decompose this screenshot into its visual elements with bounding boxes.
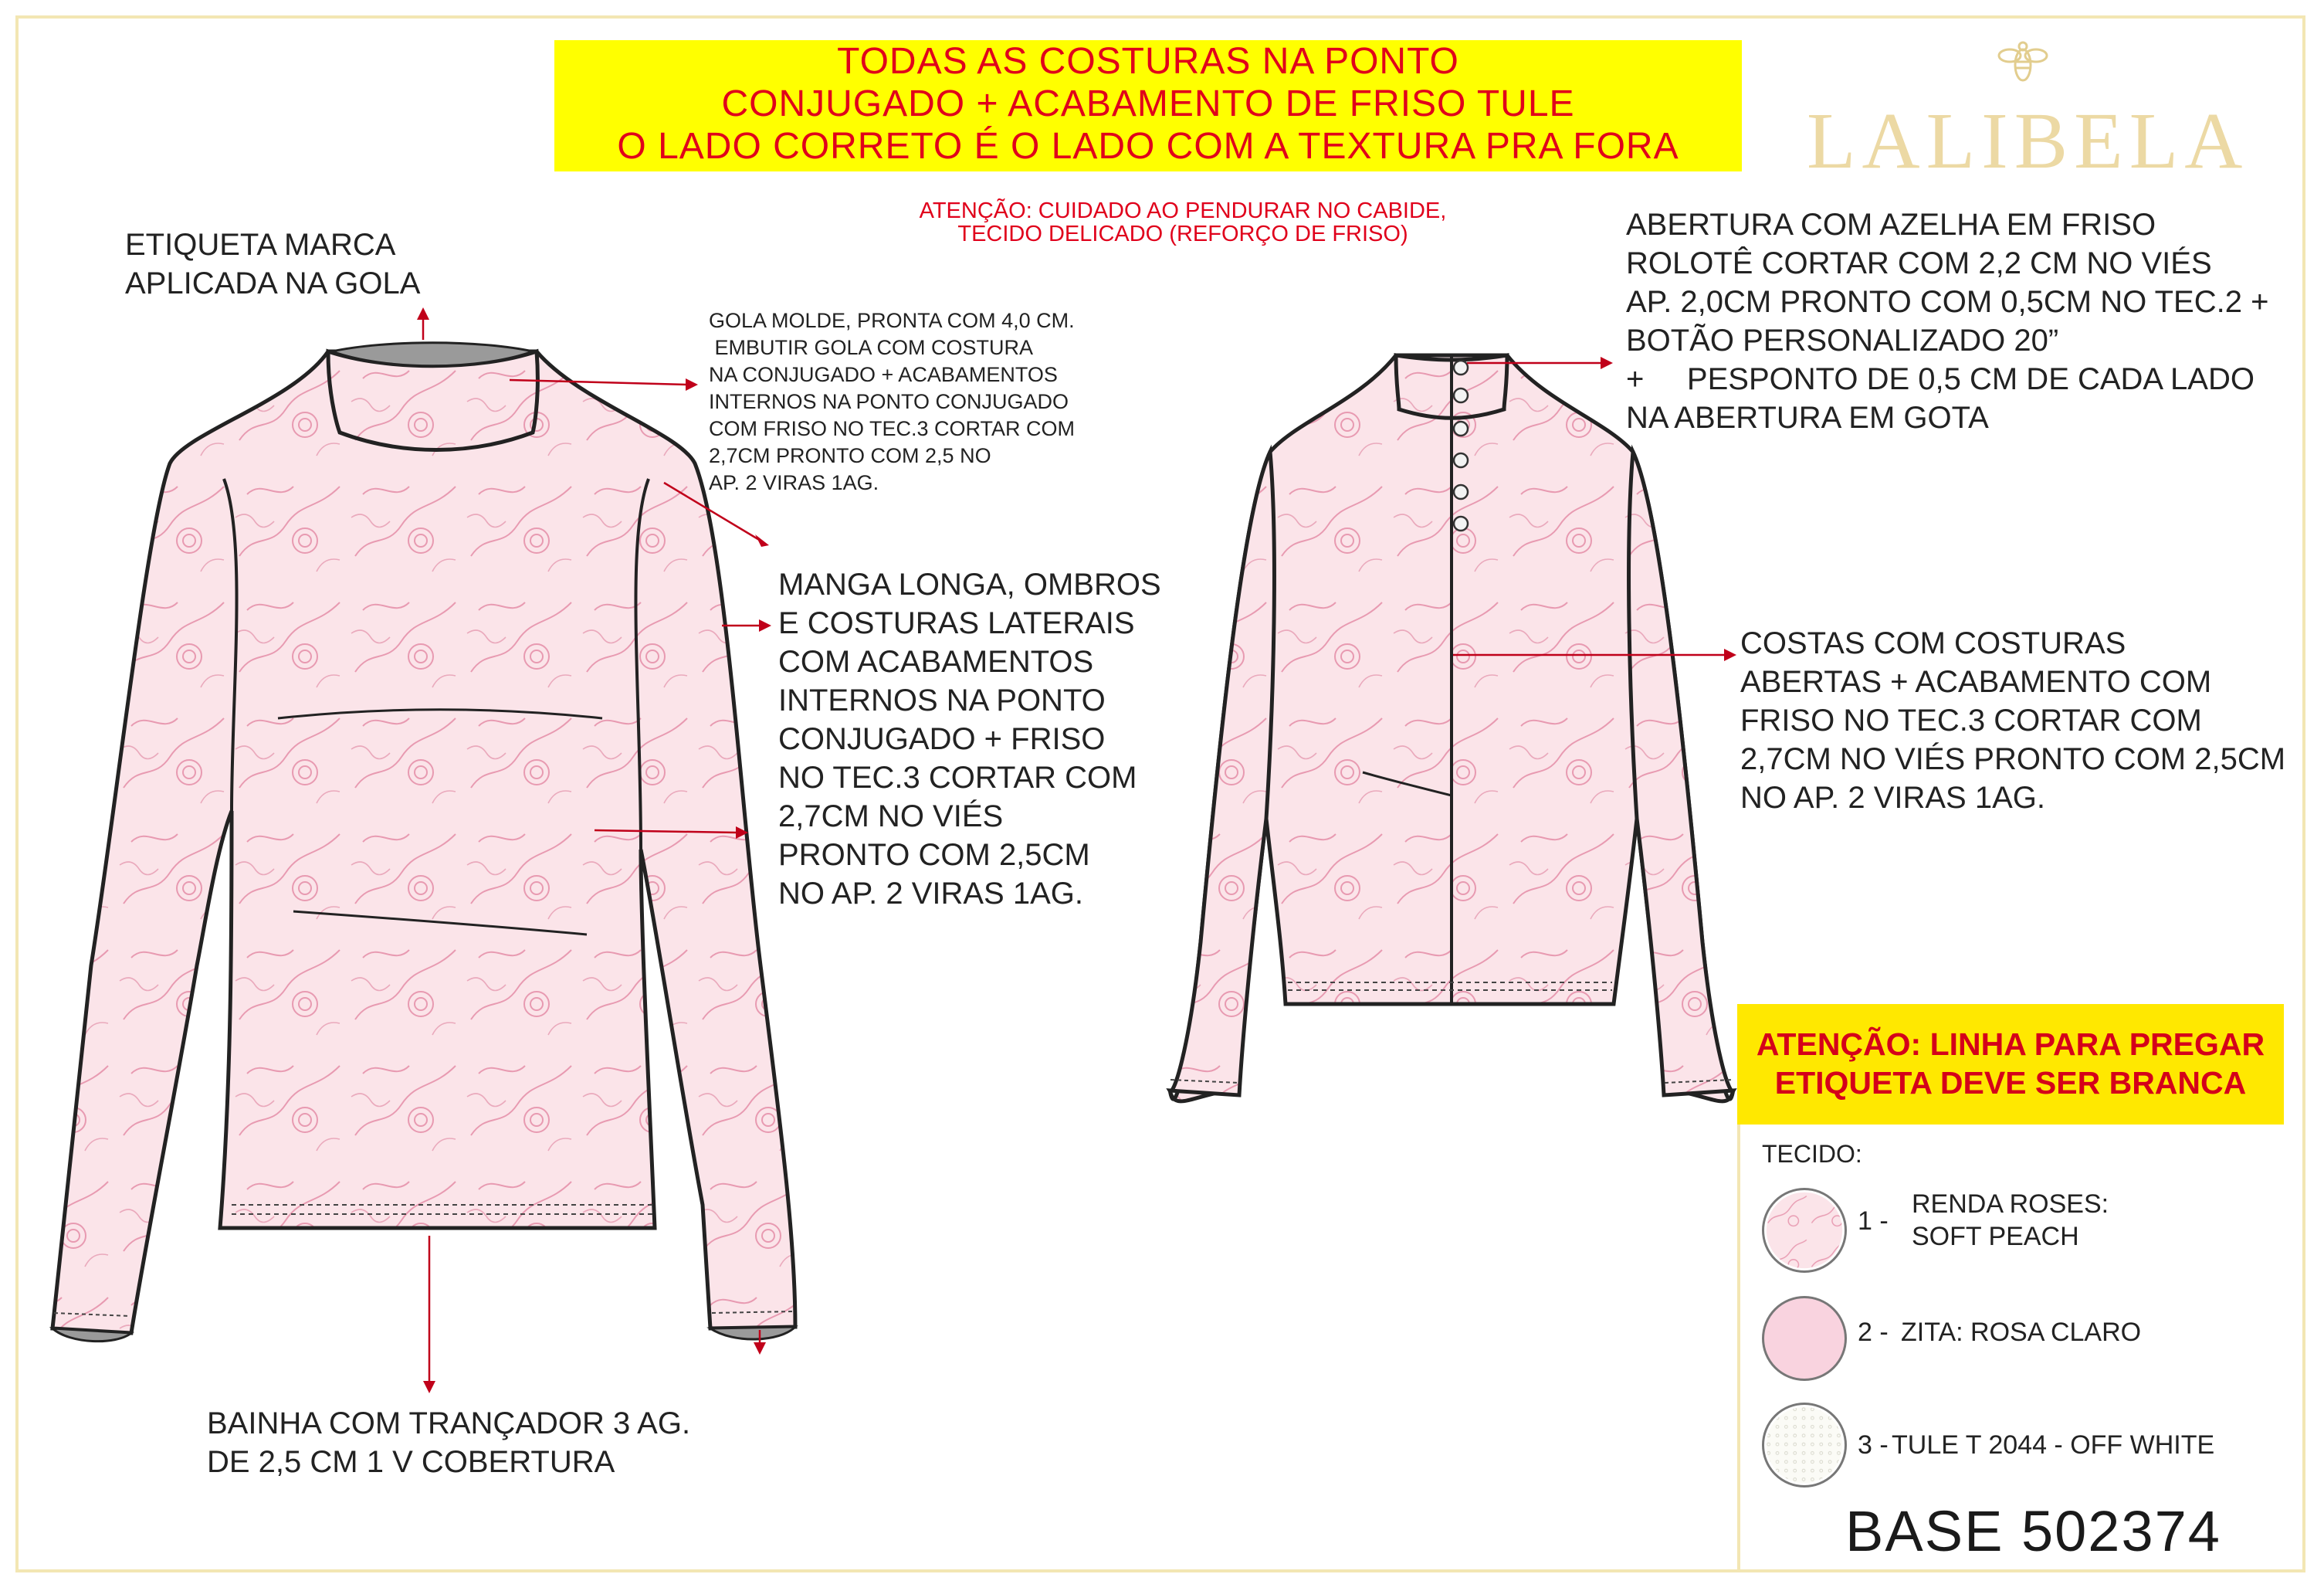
front-body — [53, 351, 795, 1333]
banner-line-2: CONJUGADO + ACABAMENTO DE FRISO TULE — [721, 83, 1575, 124]
fabric-2-index: 2 - — [1858, 1318, 1889, 1347]
brand-name: LALIBELA — [1807, 97, 2249, 185]
fabric-title: TECIDO: — [1762, 1140, 1862, 1168]
hanger-warning-line-2: TECIDO DELICADO (REFORÇO DE FRISO) — [957, 222, 1408, 246]
button-icon — [1454, 517, 1468, 531]
back-view — [1165, 355, 1733, 1160]
fabric-1-label: RENDA ROSES: SOFT PEACH — [1912, 1189, 2109, 1251]
button-icon — [1454, 361, 1468, 375]
opening-note: ABERTURA COM AZELHA EM FRISO ROLOTÊ CORTAR COM 2,2 CM NO VIÉS AP. 2,0CM PRONTO COM 0,5CM NO TEC.2 + BOTÃO PERSONALIZADO 20” + PESPONTO DE 0,5 CM DE CADA LADO NA ABERTURA EM GOTA — [1626, 208, 2269, 435]
back-left-sleeve — [1170, 452, 1274, 1095]
banner-line-3: O LADO CORRETO É O LADO COM A TEXTURA PRA FORA — [617, 126, 1679, 167]
button-icon — [1454, 422, 1468, 436]
attention-box — [1737, 1004, 2284, 1125]
front-right-cuff-opening — [710, 1327, 795, 1339]
button-icon — [1454, 453, 1468, 467]
fabric-1-index: 1 - — [1858, 1206, 1889, 1236]
button-icon — [1454, 485, 1468, 499]
fabric-2-label: ZITA: ROSA CLARO — [1901, 1318, 2142, 1347]
attention-line-1: ATENÇÃO: LINHA PARA PREGAR — [1756, 1026, 2265, 1062]
fabric-swatch-zita — [1762, 1296, 1847, 1381]
back-note: COSTAS COM COSTURAS ABERTAS + ACABAMENTO COM FRISO NO TEC.3 CORTAR COM 2,7CM NO VIÉS PRONTO COM 2,5CM NO AP. 2 VIRAS 1AG. — [1740, 626, 2286, 815]
collar-note: GOLA MOLDE, PRONTA COM 4,0 CM. EMBUTIR GOLA COM COSTURA NA CONJUGADO + ACABAMENTOS INTERNOS NA PONTO CONJUGADO COM FRISO NO TEC.3 CORTAR COM 2,7CM PRONTO COM 2,5 NO AP. 2 VIRAS 1AG. — [709, 309, 1076, 494]
fabric-swatch-lace — [1762, 1188, 1847, 1273]
attention-line-2: ETIQUETA DEVE SER BRANCA — [1774, 1065, 2247, 1101]
back-right-sleeve — [1629, 452, 1733, 1095]
reference-code: BASE 502374 — [1845, 1499, 2221, 1563]
sleeve-note: MANGA LONGA, OMBROS E COSTURAS LATERAIS COM ACABAMENTOS INTERNOS NA PONTO CONJUGADO + FRISO NO TEC.3 CORTAR COM 2,7CM NO VIÉS PRONTO COM 2,5CM NO AP. 2 VIRAS 1AG. — [778, 568, 1161, 911]
fabric-swatch-tulle — [1762, 1403, 1847, 1488]
banner-line-1: TODAS AS COSTURAS NA PONTO — [837, 41, 1459, 82]
fabric-3-label: TULE T 2044 - OFF WHITE — [1892, 1430, 2215, 1460]
front-view — [53, 343, 795, 1342]
label-note: ETIQUETA MARCA APLICADA NA GOLA — [125, 228, 421, 300]
hem-note: BAINHA COM TRANÇADOR 3 AG. DE 2,5 CM 1 V COBERTURA — [207, 1406, 691, 1479]
button-icon — [1454, 388, 1468, 402]
hanger-warning-line-1: ATENÇÃO: CUIDADO AO PENDURAR NO CABIDE, — [919, 198, 1447, 223]
fabric-3-index: 3 - — [1858, 1430, 1889, 1460]
